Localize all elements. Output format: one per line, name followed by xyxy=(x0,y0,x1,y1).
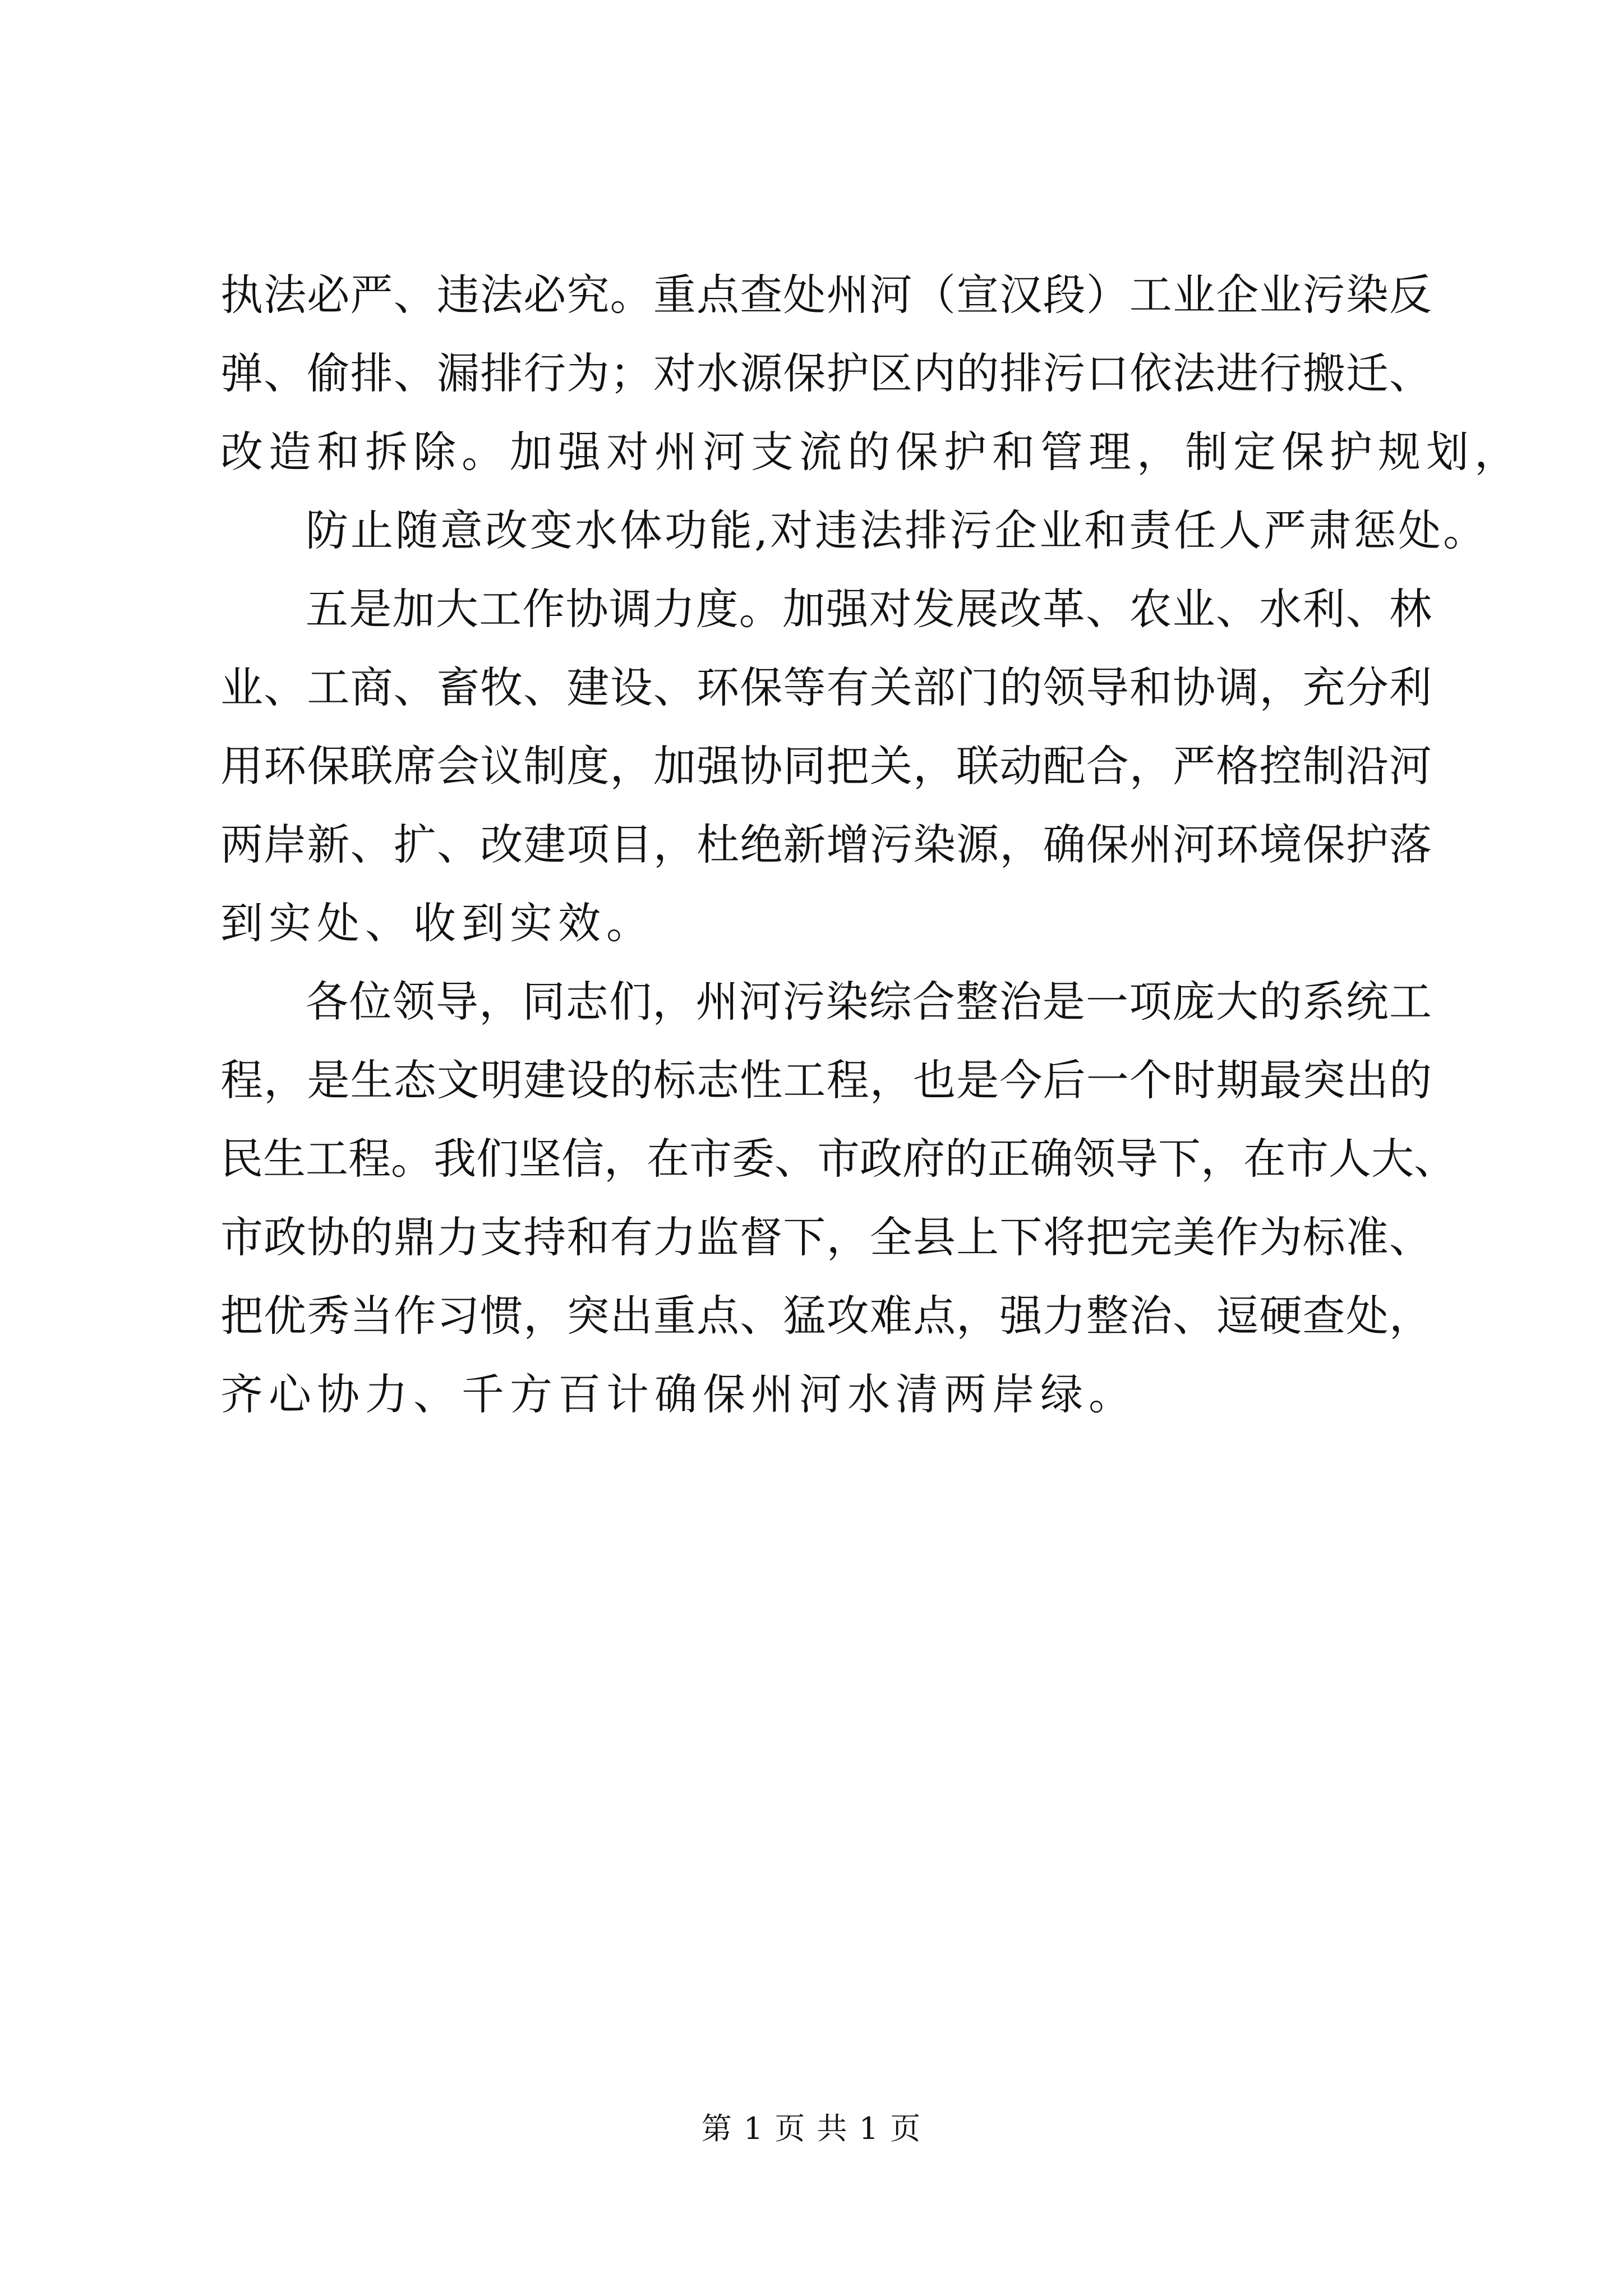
page-number-footer: 第 1 页 共 1 页 xyxy=(701,2111,922,2146)
document-body xyxy=(220,256,1523,1434)
text-line: 五是加大工作协调力度。加强对发展改革、农业、水利、林 xyxy=(306,584,1432,634)
text-line: 执法必严、违法必究。重点查处州河（宣汉段）工业企业污染反 xyxy=(220,270,1432,320)
text-line: 业、工商、畜牧、建设、环保等有关部门的领导和协调，充分利 xyxy=(220,662,1432,712)
text-line: 把优秀当作习惯，突出重点、猛攻难点，强力整治、逗硬查处， xyxy=(220,1291,1432,1341)
text-line: 齐心协力、千方百计确保州河水清两岸绿。 xyxy=(220,1369,1137,1419)
text-line: 市政协的鼎力支持和有力监督下，全县上下将把完美作为标准、 xyxy=(220,1212,1432,1262)
text-line: 各位领导，同志们，州河污染综合整治是一项庞大的系统工 xyxy=(306,977,1432,1027)
text-line: 民生工程。我们坚信，在市委、市政府的正确领导下，在市人大、 xyxy=(220,1134,1456,1184)
text-line: 弹、偷排、漏排行为；对水源保护区内的排污口依法进行搬迁、 xyxy=(220,348,1432,398)
text-line: 到实处、收到实效。 xyxy=(220,898,654,948)
text-line: 防止随意改变水体功能,对违法排污企业和责任人严肃惩处。 xyxy=(306,505,1488,555)
text-line: 改造和拆除。加强对州河支流的保护和管理，制定保护规划， xyxy=(220,427,1523,477)
text-line: 程，是生态文明建设的标志性工程，也是今后一个时期最突出的 xyxy=(220,1055,1432,1105)
text-line: 两岸新、扩、改建项目，杜绝新增污染源，确保州河环境保护落 xyxy=(220,820,1432,869)
text-line: 用环保联席会议制度，加强协同把关，联动配合，严格控制沿河 xyxy=(220,741,1432,791)
